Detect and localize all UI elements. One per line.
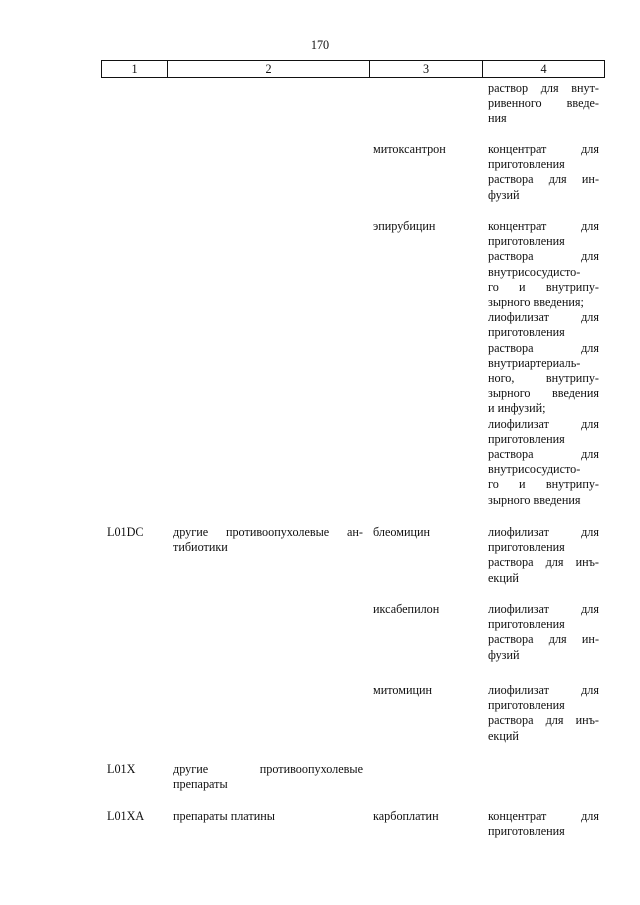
page-number: 170 — [310, 38, 330, 52]
drug-name: митомицин — [373, 683, 433, 697]
header-col-2: 2 — [265, 62, 272, 76]
dosage-form-cell: концентрат для приготовления раствора для ин- фузий — [488, 142, 599, 202]
drug-name: митоксантрон — [373, 142, 446, 156]
pharmacological-group: препараты платины — [173, 809, 275, 823]
dosage-form-cell: раствор для внут- ривенного введе- ния — [488, 81, 599, 126]
drug-name: блеомицин — [373, 525, 431, 539]
header-col-4: 4 — [540, 62, 547, 76]
atc-code: L01XA — [107, 809, 145, 823]
header-col-1: 1 — [131, 62, 138, 76]
drug-name: эпирубицин — [373, 219, 436, 233]
dosage-form-cell: концентрат для приготовления раствора для внутрисосудисто- го и внутрипу- зырного введения; лиофилизат для приготовления раствора для внутриартериаль- ного, внутрипу- зырного введения и инфузий; лиофилизат для приготовления раствора для внутрисосудисто- го и внутрипу- зырного введения — [488, 219, 599, 507]
dosage-form-cell: лиофилизат для приготовления раствора для инъ- екций — [488, 525, 599, 585]
header-col-3: 3 — [422, 62, 430, 76]
drug-name: иксабепилон — [373, 602, 440, 616]
dosage-form-cell: лиофилизат для приготовления раствора для ин- фузий — [488, 602, 599, 662]
drug-name: карбоплатин — [373, 809, 439, 823]
atc-code: L01X — [107, 762, 136, 776]
pharmacological-group: другие противоопухолевые препараты — [173, 762, 363, 792]
dosage-form-cell: концентрат для приготовления — [488, 809, 599, 839]
pharmacological-group: другие противоопухолевые ан- тибиотики — [173, 525, 363, 555]
table-header — [101, 60, 605, 78]
dosage-form-cell: лиофилизат для приготовления раствора для инъ- екций — [488, 683, 599, 743]
atc-code: L01DC — [107, 525, 144, 539]
